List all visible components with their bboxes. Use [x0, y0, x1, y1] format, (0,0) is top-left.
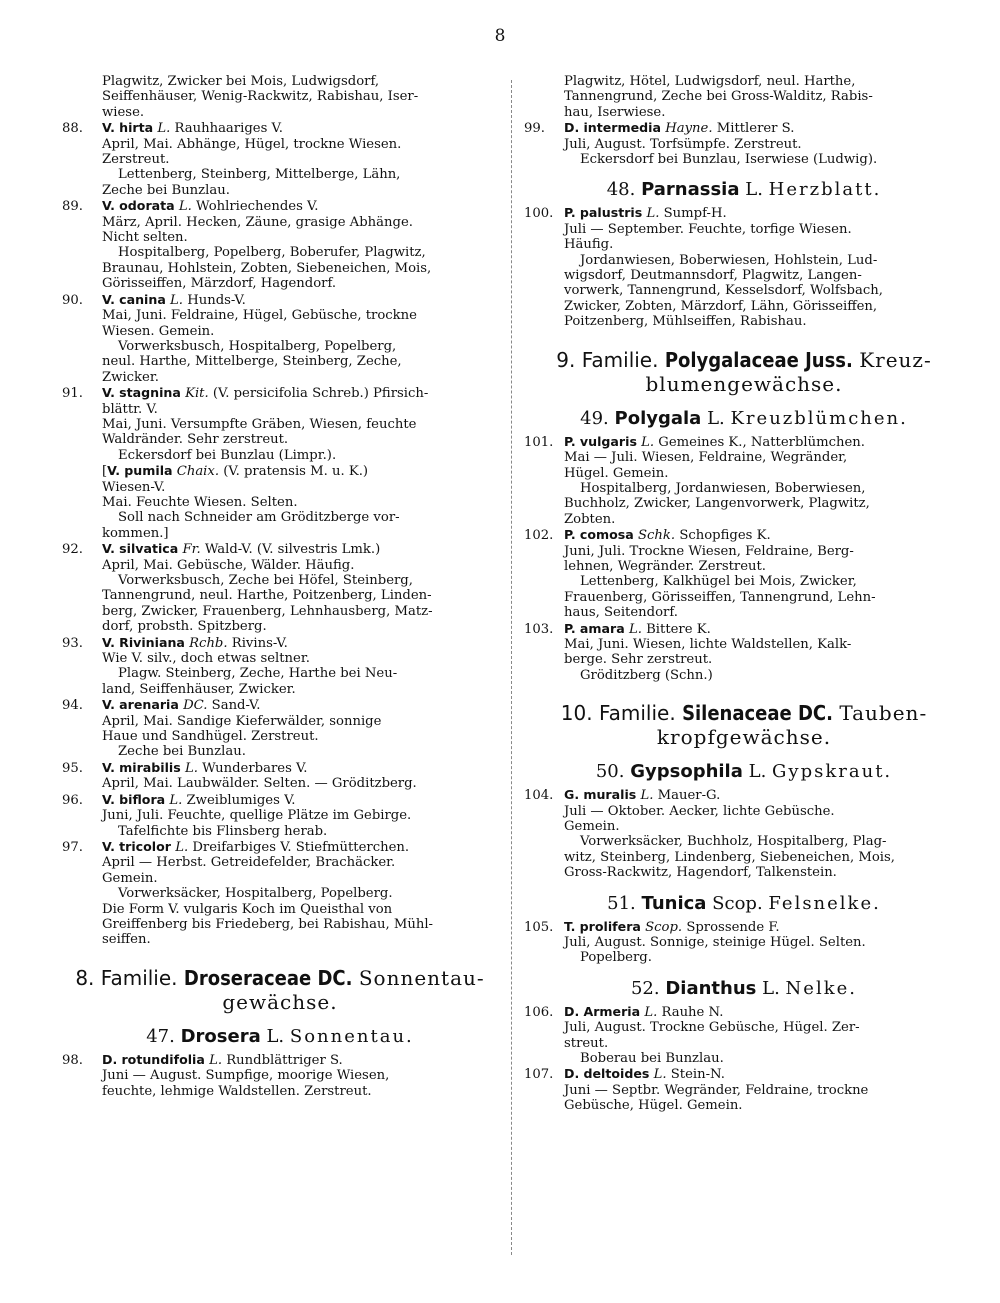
text-line: haus, Seitendorf. — [564, 605, 678, 621]
species-name: muralis — [583, 787, 637, 803]
text-line: Vorwerksbusch, Hospitalberg, Popelberg, — [118, 338, 397, 354]
species-number: 103. — [524, 621, 554, 637]
german-name: Sand-V. — [211, 698, 261, 714]
text-line: seiffen. — [102, 932, 151, 948]
text-line: Mai, Juni. Wiesen, lichte Waldstellen, Kalk- — [564, 636, 852, 652]
text-line: Juni — August. Sumpfige, moorige Wiesen, — [102, 1068, 390, 1084]
species-heading — [524, 120, 964, 136]
genus-abbrev: D. — [564, 120, 580, 136]
text-line: Görisseiffen, Märzdorf, Hagendorf. — [102, 276, 337, 292]
genus-number: 52. — [630, 977, 660, 999]
text-line: Vorwerksbusch, Zeche bei Höfel, Steinberg, — [118, 573, 413, 588]
genus-german: Herzblatt. — [768, 179, 882, 201]
text-line: neul. Harthe, Mittelberge, Steinberg, Zeche, — [102, 354, 402, 370]
species-number: 95. — [62, 760, 83, 776]
species-name: deltoides — [583, 1066, 650, 1082]
genus-name: Tunica — [641, 892, 707, 914]
family-line-1 — [524, 701, 964, 725]
species-entry — [62, 792, 498, 839]
text-line: Gröditzberg (Schn.) — [580, 667, 713, 683]
species-name: canina — [119, 291, 166, 307]
species-name: Armeria — [583, 1003, 641, 1019]
family-name: Polygalaceae Juss. — [664, 347, 853, 372]
species-name: Riviniana — [119, 634, 185, 650]
species-heading — [62, 1052, 498, 1068]
species-number: 90. — [62, 292, 83, 308]
family-line-1 — [62, 966, 498, 990]
author: Schk. — [638, 528, 676, 544]
species-number: 100. — [524, 206, 554, 222]
genus-abbrev: V. — [102, 541, 115, 557]
genus-german: Gypskraut. — [772, 761, 893, 783]
text-line: wiese. — [102, 104, 145, 120]
text-line: Tannengrund, Zeche bei Gross-Walditz, Rabis- — [564, 89, 873, 105]
genus-number: 47. — [146, 1025, 175, 1047]
genus-abbrev: V. — [102, 791, 115, 807]
right-column — [524, 74, 964, 1114]
family-heading — [62, 966, 498, 1014]
genus-heading — [62, 1026, 498, 1048]
author: Scop. — [645, 919, 683, 935]
species-heading — [524, 205, 964, 221]
family-german-2: blumengewächse. — [645, 371, 843, 396]
species-name: arenaria — [119, 697, 179, 713]
author: Fr. — [182, 542, 201, 558]
family-german-2: kropfgewächse. — [656, 725, 832, 750]
author: L. — [209, 1052, 223, 1068]
genus-abbrev: T. — [564, 918, 576, 934]
species-name: tricolor — [119, 838, 171, 854]
text-line: Juli — September. Feuchte, torfige Wiesen. — [564, 221, 852, 237]
species-number: 106. — [524, 1004, 554, 1020]
species-entry — [62, 839, 498, 948]
text-line: Juli, August. Torfsümpfe. Zerstreut. — [564, 136, 802, 152]
species-heading — [524, 1066, 964, 1082]
family-number: 9. — [556, 347, 576, 372]
species-entry — [62, 463, 498, 541]
text-line: Juni, Juli. Trockne Wiesen, Feldraine, Berg- — [564, 543, 854, 559]
text-line: Zwicker, Zobten, Märzdorf, Lähn, Görisseiffen, — [564, 298, 878, 314]
genus-abbrev: V. — [102, 759, 115, 775]
author: L. — [653, 1067, 667, 1083]
genus-abbrev: V. — [102, 291, 115, 307]
text-line: Juni — Septbr. Wegränder, Feldraine, trockne — [564, 1082, 869, 1098]
species-number: 91. — [62, 386, 83, 402]
author: Chaix. — [176, 464, 220, 480]
species-heading — [524, 919, 964, 935]
species-heading — [62, 792, 498, 808]
species-entry — [524, 120, 964, 167]
author: L. — [641, 434, 655, 450]
species-number: 89. — [62, 199, 83, 215]
text-line: Lettenberg, Steinberg, Mittelberge, Lähn, — [118, 167, 401, 183]
species-entry — [62, 541, 498, 634]
author: L. — [169, 792, 183, 808]
text-line: vorwerk, Tannengrund, Kesselsdorf, Wolfsbach, — [564, 283, 883, 299]
text-line: Jordanwiesen, Boberwiesen, Hohlstein, Lud- — [580, 252, 878, 268]
species-number: 97. — [62, 839, 83, 855]
genus-name: Gypsophila — [630, 761, 743, 783]
text-line: Gemein. — [564, 819, 620, 834]
genus-abbrev: V. — [102, 120, 115, 136]
text-line: April — Herbst. Getreidefelder, Brachäcker. — [102, 855, 396, 871]
author: L. — [646, 206, 660, 222]
species-name: prolifera — [579, 918, 641, 934]
text-line: Mai. Feuchte Wiesen. Selten. — [102, 494, 298, 510]
species-number: 88. — [62, 121, 83, 137]
genus-heading — [524, 893, 964, 915]
species-entry — [524, 205, 964, 329]
author: DC. — [183, 698, 208, 714]
text-line: kommen.] — [102, 525, 169, 541]
german-name: Sprossende F. — [686, 919, 780, 935]
genus-name: Drosera — [180, 1025, 261, 1047]
text-line: Häufig. — [564, 237, 614, 253]
german-name: Gemeines K., Natterblümchen. — [658, 434, 865, 450]
family-german-1: Tauben- — [839, 701, 928, 726]
species-heading — [62, 839, 498, 855]
text-line: Boberau bei Bunzlau. — [580, 1051, 724, 1067]
author: L. — [184, 760, 198, 776]
text-line: Wiesen. Gemein. — [102, 323, 215, 339]
species-number: 102. — [524, 528, 554, 544]
text-line: Gemein. — [102, 870, 158, 886]
text-line: Eckersdorf bei Bunzlau, Iserwiese (Ludwig). — [580, 152, 878, 168]
genus-german: Kreuzblümchen. — [730, 407, 908, 429]
species-entry — [62, 697, 498, 760]
text-line: feuchte, lehmige Waldstellen. Zerstreut. — [102, 1083, 372, 1099]
species-entry — [524, 434, 964, 527]
author: Rchb. — [189, 635, 228, 651]
species-heading — [62, 541, 498, 557]
text-line: Haue und Sandhügel. Zerstreut. — [102, 729, 319, 745]
text-line: Braunau, Hohlstein, Zobten, Siebeneichen, Mois, — [102, 260, 432, 276]
species-number: 98. — [62, 1052, 83, 1068]
family-number: 8. — [75, 965, 95, 990]
text-line: April, Mai. Sandige Kieferwälder, sonnige — [102, 713, 382, 729]
genus-abbrev: V. — [102, 838, 115, 854]
species-name: amara — [579, 620, 625, 636]
species-number: 93. — [62, 635, 83, 651]
species-heading — [62, 385, 498, 401]
species-entry — [62, 1052, 498, 1099]
genus-abbrev: V. — [102, 385, 115, 401]
genus-author: L. — [762, 977, 780, 999]
species-heading — [62, 760, 498, 776]
genus-abbrev: P. — [564, 433, 576, 449]
text-line: Hospitalberg, Popelberg, Boberufer, Plagwitz, — [118, 245, 426, 261]
author: L. — [157, 121, 171, 137]
text-line: April, Mai. Laubwälder. Selten. — Gröditzberg. — [102, 776, 417, 792]
species-name: odorata — [119, 198, 175, 214]
text-line: streut. — [564, 1035, 609, 1051]
species-heading — [62, 292, 498, 308]
text-line: Juli — Oktober. Aecker, lichte Gebüsche. — [564, 803, 835, 819]
text-line: Mai, Juni. Feldraine, Hügel, Gebüsche, trockne — [102, 308, 417, 324]
species-name: intermedia — [583, 120, 662, 136]
text-line: Gross-Rackwitz, Hagendorf, Talkenstein. — [564, 865, 837, 881]
text-line: Plagw. Steinberg, Zeche, Harthe bei Neu- — [118, 666, 398, 682]
species-heading — [62, 120, 498, 136]
text-line: Tafelfichte bis Flinsberg herab. — [118, 823, 328, 839]
genus-abbrev: V. — [102, 198, 115, 214]
text-line: berge. Sehr zerstreut. — [564, 652, 713, 668]
author: Kit. — [185, 386, 209, 402]
text-line: Popelberg. — [580, 950, 652, 966]
author: L. — [628, 621, 642, 637]
text-line: Juli, August. Sonnige, steinige Hügel. Selten. — [564, 935, 866, 951]
text-line: Zobten. — [564, 511, 616, 527]
genus-abbrev: V. — [107, 463, 121, 479]
species-number: 101. — [524, 434, 554, 450]
species-entry — [62, 120, 498, 198]
species-heading — [62, 463, 498, 479]
author: L. — [640, 788, 654, 804]
text-line: Juni, Juli. Feuchte, quellige Plätze im Gebirge. — [102, 808, 412, 824]
species-heading — [524, 621, 964, 637]
species-number: 105. — [524, 919, 554, 935]
text-line: Zeche bei Bunzlau. — [102, 182, 230, 198]
family-german-1: Kreuz- — [859, 347, 932, 372]
german-name: Rauhe N. — [661, 1004, 724, 1020]
page-number: 8 — [494, 26, 506, 46]
genus-heading — [524, 761, 964, 783]
genus-heading — [524, 408, 964, 430]
species-entry — [62, 198, 498, 291]
german-name: Stein-N. — [670, 1067, 725, 1083]
text-line: Vorwerksäcker, Hospitalberg, Popelberg. — [118, 886, 393, 902]
species-number: 99. — [524, 121, 545, 137]
species-heading — [62, 697, 498, 713]
species-heading — [62, 198, 498, 214]
species-heading — [524, 787, 964, 803]
species-name: pumila — [124, 463, 173, 479]
species-entry — [524, 527, 964, 620]
german-name: Dreifarbiges V. Stiefmütterchen. — [192, 839, 410, 855]
text-line: Nicht selten. — [102, 230, 188, 246]
family-label: Familie. — [581, 347, 659, 372]
text-line: hau, Iserwiese. — [564, 104, 666, 120]
genus-abbrev: V. — [102, 697, 115, 713]
genus-name: Polygala — [614, 407, 702, 429]
genus-number: 51. — [607, 892, 636, 914]
text-line: blättr. V. — [102, 401, 158, 417]
species-name: silvatica — [119, 541, 179, 557]
text-line: Gebüsche, Hügel. Gemein. — [564, 1098, 743, 1114]
text-line: berg, Zwicker, Frauenberg, Lehnhausberg, Matz- — [102, 603, 433, 619]
text-line: Frauenberg, Görisseiffen, Tannengrund, Lehn- — [564, 589, 876, 605]
species-number: 92. — [62, 542, 83, 558]
family-heading — [524, 348, 964, 396]
text-line: dorf, probsth. Spitzberg. — [102, 619, 267, 635]
author: L. — [175, 839, 189, 855]
family-name: Silenaceae DC. — [682, 701, 833, 726]
author: L. — [170, 292, 183, 308]
genus-abbrev: D. — [102, 1051, 118, 1067]
text-line: lehnen, Wegränder. Zerstreut. — [564, 558, 766, 574]
genus-abbrev: P. — [564, 205, 576, 221]
text-line: Waldränder. Sehr zerstreut. — [102, 432, 289, 448]
species-entry — [62, 635, 498, 698]
species-entry — [524, 919, 964, 966]
text-line: Plagwitz, Hötel, Ludwigsdorf, neul. Harthe, — [564, 74, 856, 89]
german-name: Wohlriechendes V. — [196, 199, 319, 215]
species-name: hirta — [119, 120, 154, 136]
text-line: Zwicker. — [102, 369, 159, 385]
text-line: wigsdorf, Deutmannsdorf, Plagwitz, Langen- — [564, 268, 862, 284]
genus-abbrev: P. — [564, 527, 576, 543]
species-heading — [524, 527, 964, 543]
species-number: 94. — [62, 698, 83, 714]
genus-german: Sonnentau. — [289, 1025, 414, 1047]
left-column — [62, 74, 498, 1099]
species-number: 107. — [524, 1067, 554, 1083]
german-name: Rundblättriger S. — [226, 1052, 343, 1068]
text-line: April, Mai. Abhänge, Hügel, trockne Wiesen. — [102, 136, 402, 152]
species-name: palustris — [579, 205, 643, 221]
german-name: (V. persicifolia Schreb.) Pfirsich- — [212, 386, 429, 402]
genus-number: 48. — [606, 179, 636, 201]
genus-heading — [524, 179, 964, 201]
species-heading — [524, 434, 964, 450]
family-heading — [524, 701, 964, 749]
species-name: mirabilis — [119, 759, 181, 775]
german-name: Zweiblumiges V. — [186, 792, 296, 808]
text-line: Hospitalberg, Jordanwiesen, Boberwiesen, — [580, 480, 866, 496]
species-entry — [524, 1066, 964, 1113]
german-name: Sumpf-H. — [663, 206, 727, 222]
text-line: März, April. Hecken, Zäune, grasige Abhänge. — [102, 214, 413, 230]
family-german-1: Sonnentau- — [358, 965, 485, 990]
genus-abbrev: P. — [564, 620, 576, 636]
species-entry — [62, 292, 498, 385]
german-name: Mauer-G. — [657, 788, 721, 804]
genus-german: Nelke. — [785, 977, 857, 999]
species-heading — [524, 1004, 964, 1020]
text-line: April, Mai. Gebüsche, Wälder. Häufig. — [102, 557, 355, 573]
genus-author: L. — [748, 761, 767, 783]
column-divider — [511, 80, 512, 1255]
genus-name: Dianthus — [665, 977, 757, 999]
text-line: Die Form V. vulgaris Koch im Queisthal von — [102, 901, 393, 917]
species-name: stagnina — [119, 385, 181, 401]
family-name: Droseraceae DC. — [183, 965, 353, 990]
genus-author: L. — [745, 179, 763, 201]
continuation-text — [62, 74, 498, 120]
text-line: Wiesen-V. — [102, 479, 166, 495]
genus-abbrev: D. — [564, 1003, 580, 1019]
species-entry — [524, 787, 964, 880]
family-number: 10. — [560, 701, 593, 726]
genus-author: L. — [707, 407, 725, 429]
species-number: 96. — [62, 792, 83, 808]
species-number: 104. — [524, 788, 554, 804]
german-name: Wunderbares V. — [202, 760, 308, 776]
text-line: Vorwerksäcker, Buchholz, Hospitalberg, Plag- — [580, 834, 887, 850]
species-entry — [524, 1004, 964, 1067]
species-entry — [62, 385, 498, 463]
german-name: Rauhhaariges V. — [174, 121, 283, 137]
genus-german: Felsnelke. — [768, 892, 881, 914]
text-line: Lettenberg, Kalkhügel bei Mois, Zwicker, — [580, 574, 857, 590]
text-line: Buchholz, Zwicker, Langenvorwerk, Plagwitz, — [564, 496, 870, 512]
genus-abbrev: D. — [564, 1066, 580, 1082]
text-line: Seiffenhäuser, Wenig-Rackwitz, Rabishau, Iser- — [102, 89, 419, 105]
continuation-text — [524, 74, 964, 120]
bracket: [ — [102, 464, 108, 480]
german-name: Hunds-V. — [187, 292, 246, 308]
species-name: vulgaris — [579, 433, 637, 449]
text-line: Greiffenberg bis Friedeberg, bei Rabishau, Mühl- — [102, 916, 434, 932]
german-name: Rivins-V. — [231, 635, 288, 651]
text-line: Zerstreut. — [102, 152, 170, 168]
german-name: Schopfiges K. — [679, 528, 771, 544]
text-line: Eckersdorf bei Bunzlau (Limpr.). — [118, 447, 337, 463]
text-line: Poitzenberg, Mühlseiffen, Rabishau. — [564, 314, 807, 330]
text-line: Tannengrund, neul. Harthe, Poitzenberg, Linden- — [102, 588, 432, 604]
family-line-1 — [524, 348, 964, 372]
author: Hayne. — [665, 121, 713, 137]
german-name: (V. pratensis M. u. K.) — [223, 464, 369, 480]
german-name: Bittere K. — [646, 621, 711, 637]
genus-heading — [524, 978, 964, 1000]
family-label: Familie. — [598, 701, 676, 726]
text-line: Mai — Juli. Wiesen, Feldraine, Wegränder, — [564, 450, 848, 466]
text-line: Soll nach Schneider am Gröditzberge vor- — [118, 510, 400, 526]
text-line: witz, Steinberg, Lindenberg, Siebeneichen, Mois, — [564, 849, 895, 865]
text-line: Plagwitz, Zwicker bei Mois, Ludwigsdorf, — [102, 74, 380, 89]
genus-abbrev: G. — [564, 787, 580, 803]
text-line: land, Seiffenhäuser, Zwicker. — [102, 681, 296, 697]
species-name: comosa — [579, 527, 634, 543]
genus-name: Parnassia — [641, 179, 740, 201]
species-name: biflora — [119, 791, 166, 807]
family-label: Familie. — [100, 965, 178, 990]
genus-author: L. — [266, 1025, 285, 1047]
german-name: Wald-V. (V. silvestris Lmk.) — [204, 542, 381, 558]
species-entry — [62, 760, 498, 792]
species-heading — [62, 635, 498, 651]
text-line: Mai, Juni. Versumpfte Gräben, Wiesen, feuchte — [102, 416, 417, 432]
german-name: Mittlerer S. — [716, 121, 795, 137]
family-german-2: gewächse. — [222, 989, 338, 1014]
author: L. — [644, 1004, 658, 1020]
text-line: Zeche bei Bunzlau. — [118, 744, 246, 760]
genus-number: 49. — [580, 407, 609, 429]
species-entry — [524, 621, 964, 684]
genus-abbrev: V. — [102, 634, 115, 650]
text-line: Juli, August. Trockne Gebüsche, Hügel. Zer- — [564, 1020, 860, 1036]
species-name: rotundifolia — [121, 1051, 205, 1067]
genus-number: 50. — [595, 761, 625, 783]
text-line: Hügel. Gemein. — [564, 465, 669, 481]
genus-author: Scop. — [712, 892, 763, 914]
text-line: Wie V. silv., doch etwas seltner. — [102, 651, 310, 667]
author: L. — [178, 199, 192, 215]
